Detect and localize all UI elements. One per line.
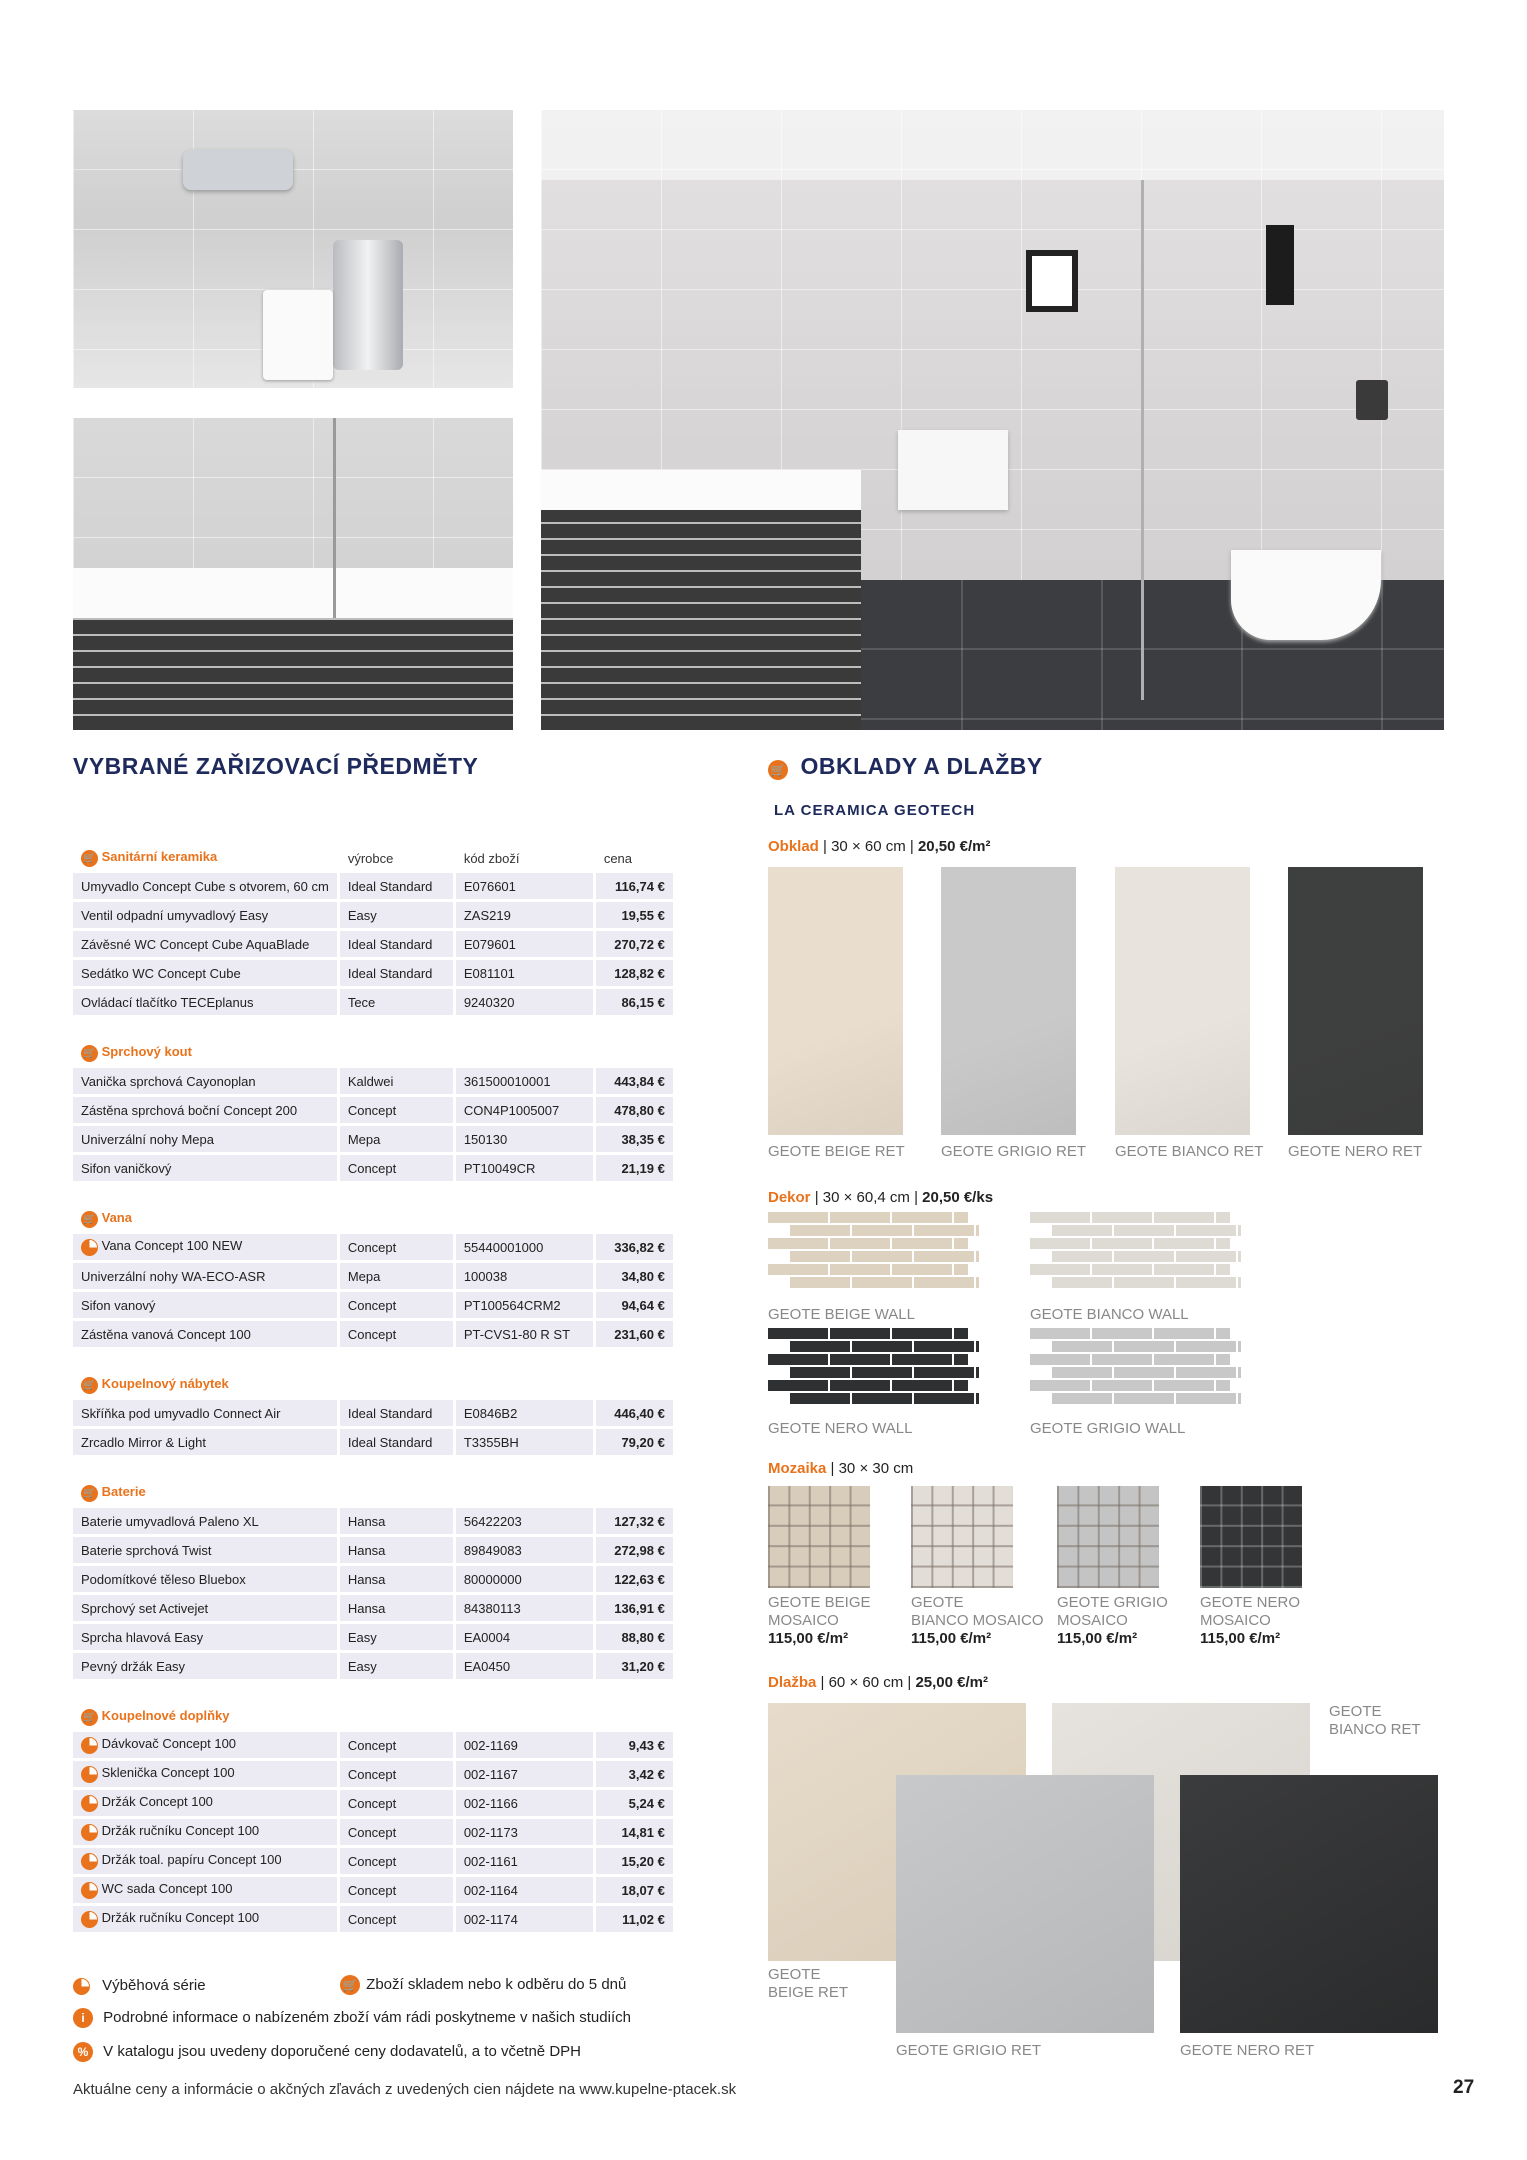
product-code: 56422203 — [456, 1508, 596, 1534]
product-name: Sklenička Concept 100 — [101, 1765, 235, 1781]
product-price: 336,82 € — [596, 1234, 676, 1260]
product-price: 86,15 € — [596, 989, 676, 1015]
product-price: 128,82 € — [596, 960, 676, 986]
page-number: 27 — [1453, 2077, 1475, 2098]
tile-name: GEOTE NERO RET — [1288, 1143, 1423, 1160]
product-code: 002-1161 — [456, 1848, 596, 1874]
product-code: PT10049CR — [456, 1155, 596, 1181]
product-producer: Mepa — [340, 1126, 456, 1152]
tile-name: GEOTE BEIGE WALL — [768, 1306, 915, 1323]
product-producer: Ideal Standard — [340, 873, 456, 899]
table-row — [73, 902, 676, 928]
product-name: Baterie sprchová Twist — [81, 1542, 212, 1558]
table-row — [73, 1906, 676, 1932]
tile-price: 115,00 €/m² — [1057, 1630, 1138, 1647]
tile-swatch — [941, 867, 1076, 1135]
table-row — [73, 1761, 676, 1787]
product-name: Sifon vaničkový — [81, 1160, 172, 1176]
product-code: 002-1173 — [456, 1819, 596, 1845]
right-heading-wrap — [768, 753, 1043, 780]
tile-price: 115,00 €/m² — [1200, 1630, 1281, 1647]
tile-swatch — [1288, 867, 1423, 1135]
product-producer: Hansa — [340, 1566, 456, 1592]
product-producer: Concept — [340, 1906, 456, 1932]
tile-name: BIANCO RET — [1329, 1721, 1421, 1738]
table-row — [73, 960, 676, 986]
table-row — [73, 1537, 676, 1563]
product-code: 9240320 — [456, 989, 596, 1015]
category-header — [73, 1373, 676, 1397]
legend-prices: % V katalogu jsou uvedeny doporučené ceny dodavatelů, a to včetně DPH — [73, 2042, 581, 2062]
product-name: Skříňka pod umyvadlo Connect Air — [81, 1405, 281, 1421]
product-code: PT100564CRM2 — [456, 1292, 596, 1318]
decor-strip — [1052, 1277, 1241, 1288]
category-label: Sanitární keramika — [101, 849, 218, 865]
product-name: Umyvadlo Concept Cube s otvorem, 60 cm — [81, 878, 329, 894]
clearance-series-icon — [81, 1737, 98, 1754]
decor-strip-tile — [1030, 1328, 1260, 1410]
tile-name: GEOTE GRIGIO — [1057, 1594, 1168, 1611]
info-icon: i — [73, 2008, 93, 2028]
tile-name: GEOTE GRIGIO WALL — [1030, 1420, 1186, 1437]
product-price: 446,40 € — [596, 1400, 676, 1426]
tile-caption — [911, 1594, 1051, 1648]
product-price: 14,81 € — [596, 1819, 676, 1845]
category-header — [73, 1481, 676, 1505]
decor-strip-tile — [768, 1328, 998, 1410]
product-producer: Concept — [340, 1321, 456, 1347]
product-producer: Hansa — [340, 1537, 456, 1563]
product-producer: Easy — [340, 1624, 456, 1650]
product-name: Vana Concept 100 NEW — [101, 1238, 243, 1254]
legend-series: Výběhová série — [73, 1977, 206, 1995]
product-name: Závěsné WC Concept Cube AquaBlade — [81, 936, 310, 952]
cart-icon: 🛒 — [81, 1377, 98, 1394]
faucet-photo — [73, 110, 513, 388]
product-code: 89849083 — [456, 1537, 596, 1563]
product-name: Držák Concept 100 — [101, 1794, 213, 1810]
decor-strip-tile — [768, 1212, 998, 1294]
product-name: Držák ručníku Concept 100 — [101, 1823, 260, 1839]
tile-swatch — [1115, 867, 1250, 1135]
product-code: 55440001000 — [456, 1234, 596, 1260]
decor-strip — [1030, 1212, 1230, 1223]
left-heading: VYBRANÉ ZAŘIZOVACÍ PŘEDMĚTY — [73, 753, 479, 779]
product-producer: Concept — [340, 1097, 456, 1123]
category-label: Koupelnové doplňky — [101, 1708, 230, 1724]
product-price: 127,32 € — [596, 1508, 676, 1534]
product-name: Zástěna sprchová boční Concept 200 — [81, 1102, 298, 1118]
right-heading: OBKLADY A DLAŽBY — [800, 753, 1043, 779]
product-code: 002-1174 — [456, 1906, 596, 1932]
product-name: Držák ručníku Concept 100 — [101, 1910, 260, 1926]
product-code: ZAS219 — [456, 902, 596, 928]
product-table — [73, 843, 676, 1935]
product-name: WC sada Concept 100 — [101, 1881, 233, 1897]
category-header — [73, 846, 676, 870]
cart-icon: 🛒 — [768, 760, 788, 780]
table-row — [73, 1848, 676, 1874]
product-price: 94,64 € — [596, 1292, 676, 1318]
decor-strip — [790, 1393, 979, 1404]
mozaika-line: Mozaika | 30 × 30 cm — [768, 1460, 914, 1477]
product-name: Zrcadlo Mirror & Light — [81, 1434, 206, 1450]
table-row — [73, 1508, 676, 1534]
product-price: 18,07 € — [596, 1877, 676, 1903]
product-producer: Concept — [340, 1292, 456, 1318]
product-price: 9,43 € — [596, 1732, 676, 1758]
table-row — [73, 1595, 676, 1621]
decor-strip — [1052, 1251, 1241, 1262]
product-code: 002-1166 — [456, 1790, 596, 1816]
product-name: Sedátko WC Concept Cube — [81, 965, 241, 981]
tile-name: GEOTE — [768, 1966, 821, 1983]
tile-name: GEOTE GRIGIO RET — [941, 1143, 1087, 1160]
decor-strip — [790, 1277, 979, 1288]
product-price: 478,80 € — [596, 1097, 676, 1123]
product-producer: Concept — [340, 1155, 456, 1181]
product-price: 136,91 € — [596, 1595, 676, 1621]
floor-tile-nero — [1180, 1775, 1438, 2033]
tile-name: GEOTE NERO WALL — [768, 1420, 913, 1437]
clearance-series-icon — [81, 1795, 98, 1812]
decor-strip — [1030, 1264, 1230, 1275]
tile-name: GEOTE NERO — [1200, 1594, 1301, 1611]
tile-name: BEIGE RET — [768, 1984, 849, 2001]
product-price: 270,72 € — [596, 931, 676, 957]
column-header-code: kód zboží — [456, 846, 596, 870]
product-code: E0846B2 — [456, 1400, 596, 1426]
decor-strip — [768, 1328, 968, 1339]
table-row — [73, 989, 676, 1015]
tile-caption — [1057, 1594, 1197, 1648]
category-header — [73, 1041, 676, 1065]
decor-strip — [1052, 1225, 1241, 1236]
table-row — [73, 1234, 676, 1260]
category-header — [73, 1705, 676, 1729]
product-producer: Kaldwei — [340, 1068, 456, 1094]
decor-strip — [1052, 1393, 1241, 1404]
cart-icon: 🛒 — [340, 1975, 360, 1995]
product-code: E076601 — [456, 873, 596, 899]
decor-strip — [790, 1225, 979, 1236]
decor-strip — [768, 1212, 968, 1223]
tile-name: GEOTE NERO RET — [1180, 2042, 1315, 2059]
product-producer: Concept — [340, 1761, 456, 1787]
cart-icon: 🛒 — [81, 1709, 98, 1726]
product-price: 5,24 € — [596, 1790, 676, 1816]
table-row — [73, 1321, 676, 1347]
product-price: 15,20 € — [596, 1848, 676, 1874]
product-name: Pevný držák Easy — [81, 1658, 186, 1674]
product-price: 231,60 € — [596, 1321, 676, 1347]
mosaic-tile — [1057, 1486, 1159, 1588]
product-producer: Mepa — [340, 1263, 456, 1289]
tile-name: MOSAICO — [768, 1612, 839, 1629]
decor-strip — [768, 1380, 968, 1391]
dekor-line: Dekor | 30 × 60,4 cm | 20,50 €/ks — [768, 1189, 994, 1206]
decor-strip — [768, 1264, 968, 1275]
table-row — [73, 1126, 676, 1152]
product-price: 31,20 € — [596, 1653, 676, 1679]
decor-strip — [1030, 1354, 1230, 1365]
mosaic-tile — [1200, 1486, 1302, 1588]
category-label: Koupelnový nábytek — [101, 1376, 229, 1392]
table-row — [73, 1790, 676, 1816]
clearance-series-icon — [81, 1882, 98, 1899]
decor-strip — [790, 1367, 979, 1378]
tile-caption — [768, 1966, 848, 2002]
product-name: Sifon vanový — [81, 1297, 156, 1313]
table-row — [73, 873, 676, 899]
product-name: Sprchový set Activejet — [81, 1600, 209, 1616]
tile-name: GEOTE BIANCO RET — [1115, 1143, 1264, 1160]
product-price: 38,35 € — [596, 1126, 676, 1152]
product-name: Ovládací tlačítko TECEplanus — [81, 994, 254, 1010]
product-name: Podomítkové těleso Bluebox — [81, 1571, 246, 1587]
table-row — [73, 1097, 676, 1123]
tile-name: GEOTE BIANCO WALL — [1030, 1306, 1189, 1323]
cart-icon: 🛒 — [81, 1045, 98, 1062]
table-row — [73, 1732, 676, 1758]
tile-name: GEOTE — [1329, 1703, 1382, 1720]
product-price: 272,98 € — [596, 1537, 676, 1563]
product-producer: Concept — [340, 1234, 456, 1260]
table-row — [73, 931, 676, 957]
product-producer: Concept — [340, 1732, 456, 1758]
product-name: Baterie umyvadlová Paleno XL — [81, 1513, 259, 1529]
product-name: Zástěna vanová Concept 100 — [81, 1326, 251, 1342]
product-code: T3355BH — [456, 1429, 596, 1455]
product-producer: Concept — [340, 1848, 456, 1874]
product-name: Univerzální nohy WA-ECO-ASR — [81, 1268, 266, 1284]
product-producer: Concept — [340, 1877, 456, 1903]
product-price: 79,20 € — [596, 1429, 676, 1455]
clearance-series-icon — [81, 1911, 98, 1928]
bathroom-photo — [541, 110, 1444, 730]
tile-caption — [1200, 1594, 1340, 1648]
product-producer: Ideal Standard — [340, 960, 456, 986]
product-name: Vanička sprchová Cayonoplan — [81, 1073, 256, 1089]
tile-price: 115,00 €/m² — [768, 1630, 849, 1647]
product-producer: Easy — [340, 1653, 456, 1679]
table-row — [73, 1429, 676, 1455]
footer-note: Aktuálne ceny a informácie o akčných zľavách z uvedených cien nájdete na www.kupelne-ptacek.sk — [73, 2081, 737, 2098]
legend-stock: 🛒 Zboží skladem nebo k odběru do 5 dnů — [340, 1975, 626, 1995]
product-producer: Ideal Standard — [340, 1429, 456, 1455]
percent-icon: % — [73, 2042, 93, 2062]
obklad-line: Obklad | 30 × 60 cm | 20,50 €/m² — [768, 838, 991, 855]
product-price: 34,80 € — [596, 1263, 676, 1289]
decor-strip — [1052, 1341, 1241, 1352]
clearance-series-icon — [73, 1978, 90, 1995]
category-header — [73, 1207, 676, 1231]
product-price: 88,80 € — [596, 1624, 676, 1650]
product-code: EA0004 — [456, 1624, 596, 1650]
tile-caption — [1329, 1703, 1421, 1739]
product-name: Držák toal. papíru Concept 100 — [101, 1852, 282, 1868]
table-row — [73, 1155, 676, 1181]
product-name: Ventil odpadní umyvadlový Easy — [81, 907, 269, 923]
decor-strip — [790, 1251, 979, 1262]
table-row — [73, 1400, 676, 1426]
product-code: 84380113 — [456, 1595, 596, 1621]
tile-price: 115,00 €/m² — [911, 1630, 992, 1647]
decor-strip — [1030, 1238, 1230, 1249]
bathtub-photo — [73, 418, 513, 730]
table-row — [73, 1068, 676, 1094]
category-label: Sprchový kout — [101, 1044, 192, 1060]
product-name: Sprcha hlavová Easy — [81, 1629, 204, 1645]
decor-strip-tile — [1030, 1212, 1260, 1294]
product-code: 361500010001 — [456, 1068, 596, 1094]
product-code: 80000000 — [456, 1566, 596, 1592]
product-code: E079601 — [456, 931, 596, 957]
product-price: 11,02 € — [596, 1906, 676, 1932]
table-row — [73, 1653, 676, 1679]
tile-caption — [768, 1594, 908, 1648]
product-code: 150130 — [456, 1126, 596, 1152]
tile-swatch — [768, 867, 903, 1135]
table-row — [73, 1566, 676, 1592]
product-price: 443,84 € — [596, 1068, 676, 1094]
tile-name: GEOTE BEIGE — [768, 1594, 871, 1611]
table-row — [73, 1624, 676, 1650]
table-row — [73, 1292, 676, 1318]
category-label: Baterie — [101, 1484, 146, 1500]
decor-strip — [1052, 1367, 1241, 1378]
tile-name: GEOTE GRIGIO RET — [896, 2042, 1042, 2059]
clearance-series-icon — [81, 1239, 98, 1256]
product-code: PT-CVS1-80 R ST — [456, 1321, 596, 1347]
decor-strip — [768, 1238, 968, 1249]
mosaic-tile — [768, 1486, 870, 1588]
cart-icon: 🛒 — [81, 1485, 98, 1502]
clearance-series-icon — [81, 1766, 98, 1783]
table-row — [73, 1819, 676, 1845]
mosaic-tile — [911, 1486, 1013, 1588]
product-producer: Hansa — [340, 1508, 456, 1534]
product-name: Dávkovač Concept 100 — [101, 1736, 237, 1752]
decor-strip — [768, 1354, 968, 1365]
product-code: CON4P1005007 — [456, 1097, 596, 1123]
decor-strip — [790, 1341, 979, 1352]
legend-info: i Podrobné informace o nabízeném zboží vám rádi poskytneme v našich studiích — [73, 2008, 631, 2028]
cart-icon: 🛒 — [81, 850, 98, 867]
product-code: EA0450 — [456, 1653, 596, 1679]
product-producer: Tece — [340, 989, 456, 1015]
product-name: Univerzální nohy Mepa — [81, 1131, 214, 1147]
category-label: Vana — [101, 1210, 132, 1226]
right-subheading: LA CERAMICA GEOTECH — [774, 802, 976, 819]
tile-name: GEOTE BEIGE RET — [768, 1143, 905, 1160]
product-producer: Ideal Standard — [340, 931, 456, 957]
column-header-producer: výrobce — [340, 846, 456, 870]
product-price: 116,74 € — [596, 873, 676, 899]
product-price: 19,55 € — [596, 902, 676, 928]
tile-name: GEOTE — [911, 1594, 964, 1611]
dlazba-line: Dlažba | 60 × 60 cm | 25,00 €/m² — [768, 1674, 988, 1691]
clearance-series-icon — [81, 1824, 98, 1841]
product-producer: Concept — [340, 1819, 456, 1845]
tile-name: MOSAICO — [1057, 1612, 1128, 1629]
table-row — [73, 1263, 676, 1289]
product-code: 002-1167 — [456, 1761, 596, 1787]
product-producer: Ideal Standard — [340, 1400, 456, 1426]
product-producer: Easy — [340, 902, 456, 928]
tile-name: MOSAICO — [1200, 1612, 1271, 1629]
cart-icon: 🛒 — [81, 1211, 98, 1228]
product-price: 21,19 € — [596, 1155, 676, 1181]
column-header-price: cena — [596, 846, 676, 870]
product-producer: Hansa — [340, 1595, 456, 1621]
product-code: E081101 — [456, 960, 596, 986]
product-code: 002-1164 — [456, 1877, 596, 1903]
product-code: 002-1169 — [456, 1732, 596, 1758]
decor-strip — [1030, 1328, 1230, 1339]
product-price: 122,63 € — [596, 1566, 676, 1592]
product-code: 100038 — [456, 1263, 596, 1289]
table-row — [73, 1877, 676, 1903]
product-price: 3,42 € — [596, 1761, 676, 1787]
decor-strip — [1030, 1380, 1230, 1391]
product-producer: Concept — [340, 1790, 456, 1816]
clearance-series-icon — [81, 1853, 98, 1870]
tile-name: BIANCO MOSAICO — [911, 1612, 1044, 1629]
floor-tile-grigio — [896, 1775, 1154, 2033]
